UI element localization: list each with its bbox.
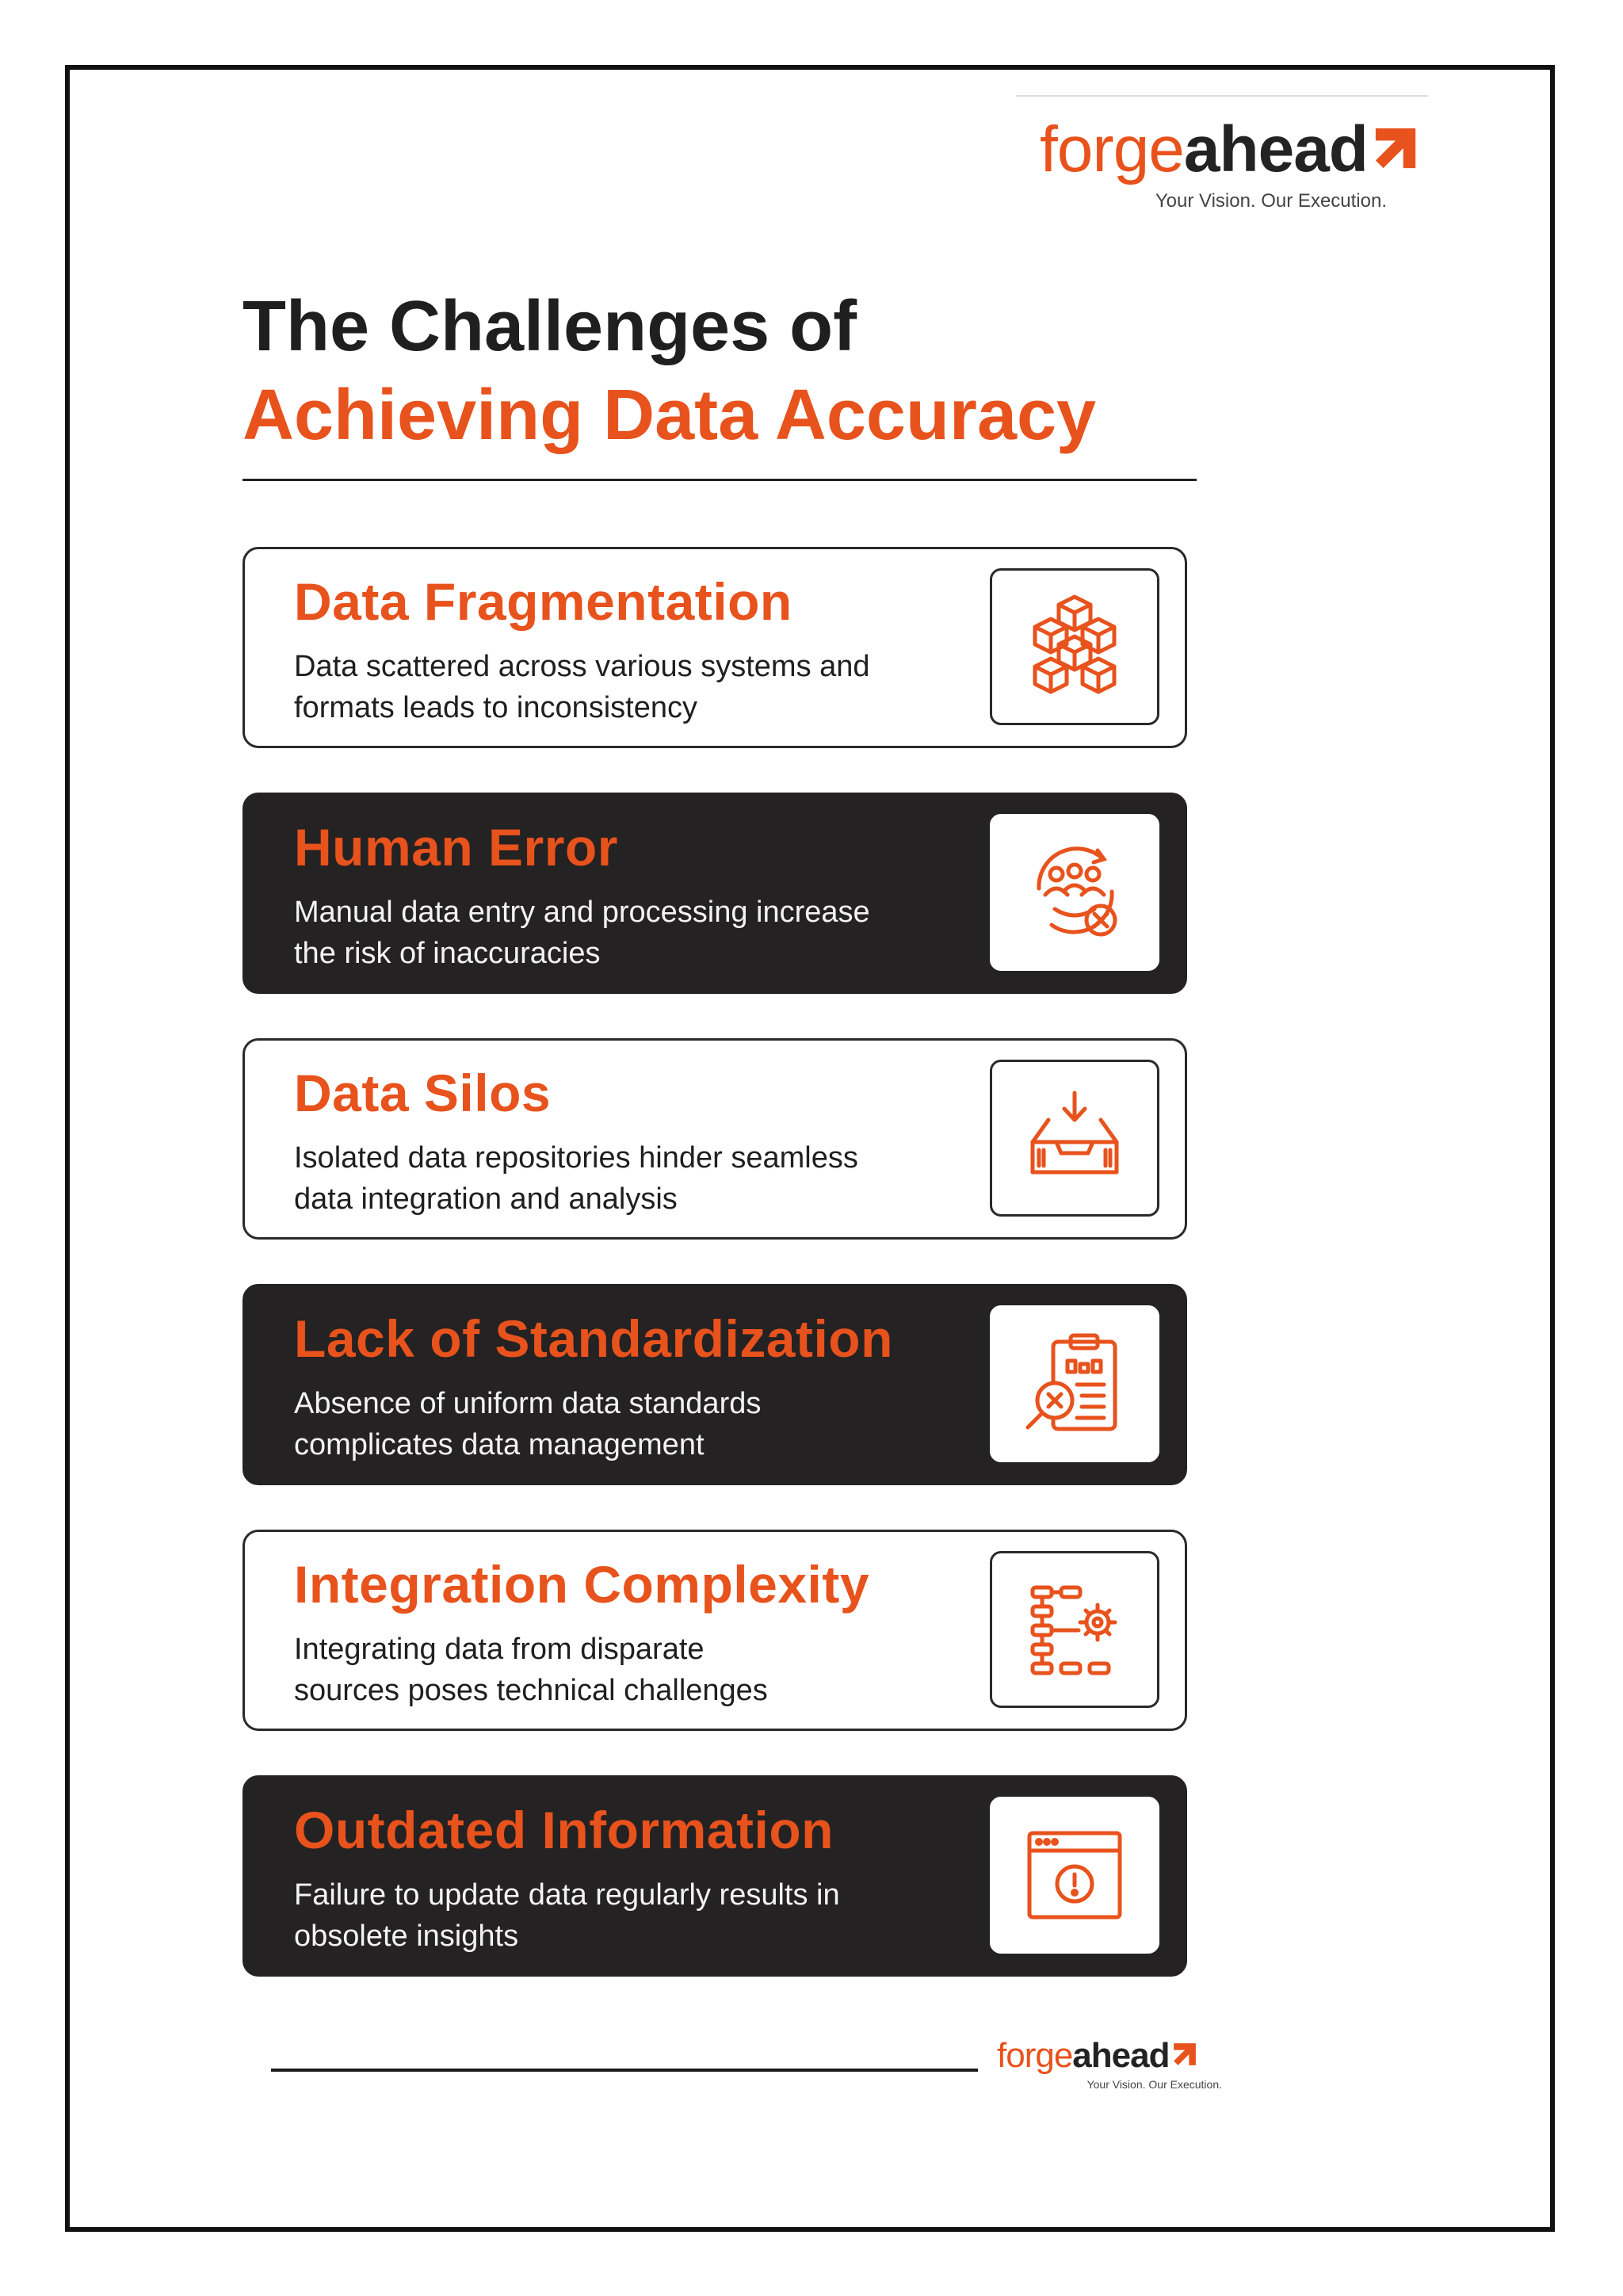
cubes-cluster-icon xyxy=(1015,587,1134,706)
title-line-2: Achieving Data Accuracy xyxy=(242,376,1097,455)
inbox-tray-icon xyxy=(1015,1079,1134,1198)
card-description: Integrating data from disparate sources poses technical challenges xyxy=(294,1633,768,1707)
card-icon-box xyxy=(990,1060,1159,1217)
logo-word-forge: forge xyxy=(997,2036,1073,2075)
card-description: Manual data entry and processing increase the risk of inaccuracies xyxy=(294,896,870,970)
card-icon-box xyxy=(990,814,1159,971)
card-title: Lack of Standardization xyxy=(294,1309,893,1368)
card-title: Outdated Information xyxy=(294,1801,834,1859)
card-icon-box xyxy=(990,1551,1159,1708)
flowchart-gear-icon xyxy=(1015,1570,1134,1689)
header-hairline xyxy=(1016,95,1428,97)
footer-divider xyxy=(271,2069,978,2072)
title-divider xyxy=(242,479,1197,481)
brand-logo-bottom xyxy=(997,2038,1227,2095)
title-line-1: The Challenges of xyxy=(242,287,857,366)
card-description: Failure to update data regularly results in obsolete insights xyxy=(294,1878,840,1953)
card-data-fragmentation xyxy=(242,547,1187,748)
logo-arrow-icon xyxy=(1373,125,1419,171)
card-icon-box xyxy=(990,1797,1159,1954)
card-data-silos xyxy=(242,1038,1187,1240)
logo-word-ahead: ahead xyxy=(1072,2036,1170,2075)
browser-alert-icon xyxy=(1015,1816,1134,1935)
brand-logo-top xyxy=(1040,113,1396,220)
card-title: Integration Complexity xyxy=(294,1555,870,1614)
logo-tagline: Your Vision. Our Execution. xyxy=(1086,2078,1222,2091)
card-description: Absence of uniform data standards complicates data management xyxy=(294,1387,762,1461)
page-title xyxy=(242,282,1096,460)
card-human-error xyxy=(242,793,1187,994)
logo-arrow-icon xyxy=(1172,2042,1197,2067)
card-lack-of-standardization xyxy=(242,1284,1187,1485)
card-title: Human Error xyxy=(294,818,618,877)
logo-word-ahead: ahead xyxy=(1183,113,1368,185)
team-error-icon xyxy=(1015,833,1134,952)
card-title: Data Fragmentation xyxy=(294,572,792,631)
card-integration-complexity xyxy=(242,1530,1187,1731)
card-description: Data scattered across various systems and formats leads to inconsistency xyxy=(294,650,870,724)
card-outdated-information xyxy=(242,1775,1187,1977)
logo-tagline: Your Vision. Our Execution. xyxy=(1155,190,1387,212)
card-icon-box xyxy=(990,568,1159,725)
logo-word-forge: forge xyxy=(1040,113,1184,185)
clipboard-magnifier-icon xyxy=(1015,1324,1134,1443)
card-description: Isolated data repositories hinder seamless data integration and analysis xyxy=(294,1141,858,1216)
card-icon-box xyxy=(990,1305,1159,1462)
card-title: Data Silos xyxy=(294,1064,552,1122)
